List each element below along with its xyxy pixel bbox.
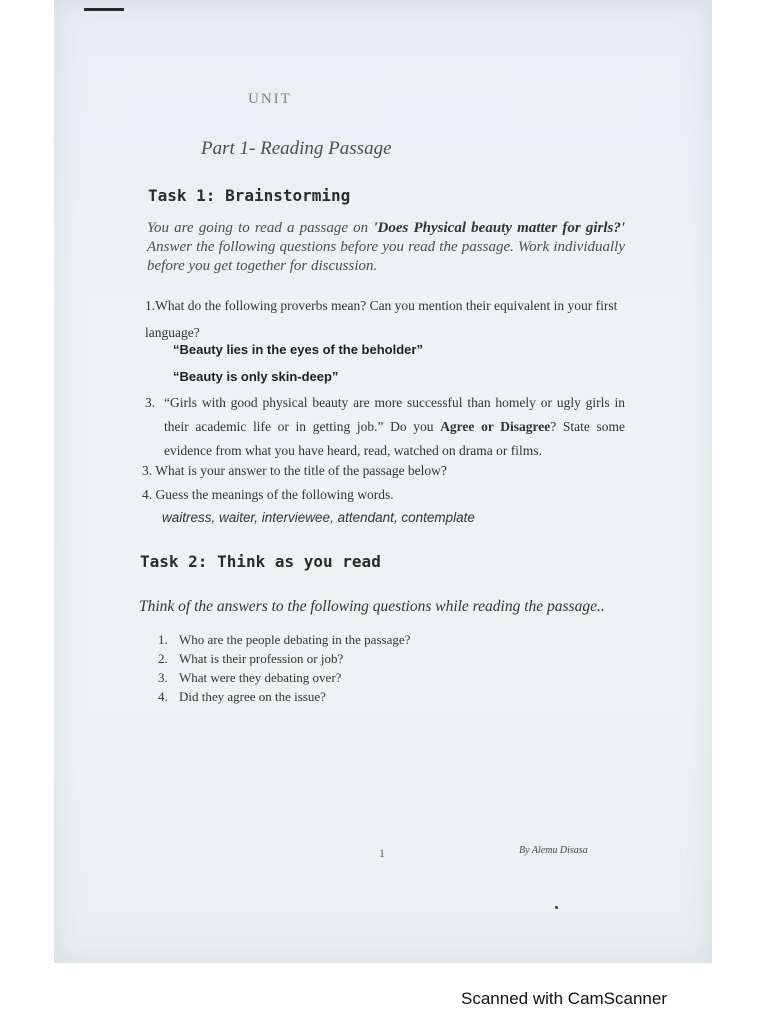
task2-title: Task 2: Think as you read xyxy=(140,552,381,571)
list-item-text: Who are the people debating in the passage? xyxy=(179,632,411,647)
intro-title-bold: 'Does Physical beauty matter for girls?' xyxy=(373,220,625,236)
page-number: 1 xyxy=(379,846,385,860)
list-item-text: What were they debating over? xyxy=(179,670,342,685)
task2-question-list xyxy=(158,630,410,706)
proverb-2: “Beauty is only skin-deep” xyxy=(173,369,339,384)
q3a-text-bold: Agree or Disagree xyxy=(440,419,551,434)
scanner-watermark: Scanned with CamScanner xyxy=(461,989,668,1008)
intro-text-pre: You are going to read a passage on xyxy=(147,220,374,236)
task2-instruction: Think of the answers to the following questions while reading the passage.. xyxy=(139,598,605,615)
vocabulary-words: waitress, waiter, interviewee, attendant, contemplate xyxy=(162,510,475,525)
question-3a xyxy=(145,391,625,463)
list-item-text: What is their profession or job? xyxy=(179,651,344,666)
q3a-text-post: ? State some evidence from what you have heard, read, watched on drama or films. xyxy=(164,419,626,458)
question-1: 1.What do the following proverbs mean? Can you mention their equivalent in your first language? xyxy=(145,298,618,340)
list-item xyxy=(158,649,410,668)
proverb-1: “Beauty lies in the eyes of the beholder” xyxy=(173,342,423,357)
list-item xyxy=(158,687,410,706)
list-item xyxy=(158,668,410,687)
list-item-number: 1. xyxy=(158,632,168,647)
list-item-text: Did they agree on the issue? xyxy=(179,689,326,704)
question-3a-number: 3. xyxy=(145,395,156,410)
list-item-number: 4. xyxy=(158,689,168,704)
list-item-number: 3. xyxy=(158,670,168,685)
unit-heading: UNIT xyxy=(248,91,292,107)
q3a-text-pre: “Girls with good physical beauty are more successful than homely or ugly girls in their academic life or in getting job.” Do you xyxy=(164,395,625,434)
task1-title: Task 1: Brainstorming xyxy=(148,186,351,205)
list-item xyxy=(158,630,410,649)
question-3a-text xyxy=(164,391,625,463)
question-3b: 3. What is your answer to the title of the passage below? xyxy=(142,463,447,478)
ink-speck xyxy=(555,906,558,909)
question-4: 4. Guess the meanings of the following words. xyxy=(142,487,394,502)
intro-text-post: Answer the following questions before you read the passage. Work individually before you get together for discussion. xyxy=(147,239,625,274)
task1-intro xyxy=(147,219,625,276)
edge-mark xyxy=(84,8,124,11)
part-heading: Part 1- Reading Passage xyxy=(201,138,392,159)
list-item-number: 2. xyxy=(158,651,168,666)
author-credit: By Alemu Disasa xyxy=(519,845,588,856)
